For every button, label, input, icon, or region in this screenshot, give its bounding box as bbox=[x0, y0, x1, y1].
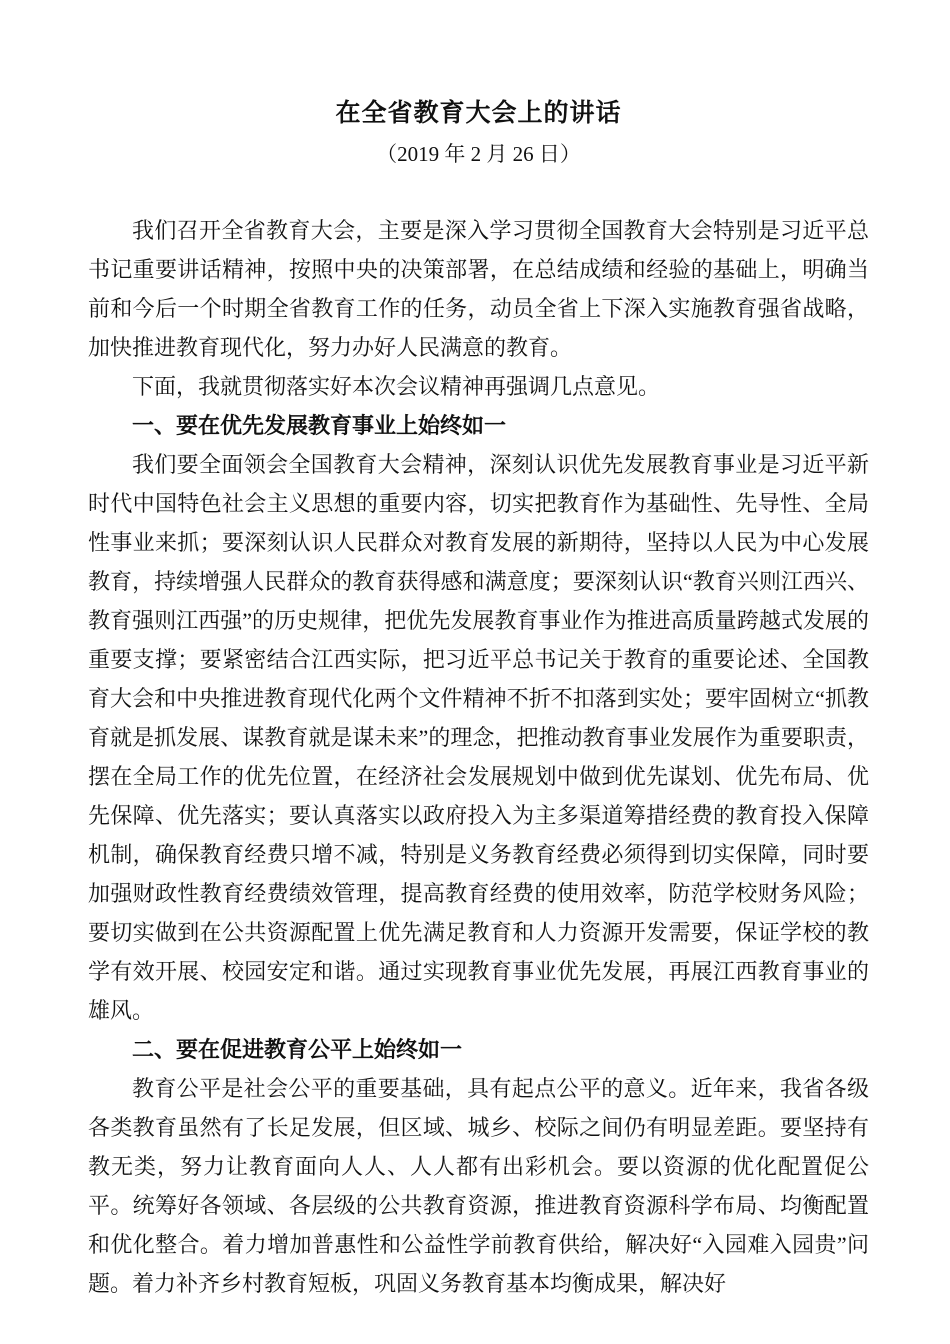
section-heading-2: 二、要在促进教育公平上始终如一 bbox=[132, 1037, 463, 1062]
document-body bbox=[88, 211, 869, 1303]
document-date-line: （2019 年 2 月 26 日） bbox=[376, 142, 581, 166]
paragraph-transition: 下面，我就贯彻落实好本次会议精神再强调几点意见。 bbox=[132, 374, 661, 399]
section-heading-1: 一、要在优先发展教育事业上始终如一 bbox=[132, 413, 507, 438]
document-title: 在全省教育大会上的讲话 bbox=[335, 100, 622, 127]
paragraph-intro: 我们召开全省教育大会，主要是深入学习贯彻全国教育大会特别是习近平总书记重要讲话精神，按照中央的决策部署，在总结成绩和经验的基础上，明确当前和今后一个时期全省教育工作的任务，动员全省上下深入实施教育强省战略，加快推进教育现代化，努力办好人民满意的教育。 bbox=[88, 218, 869, 360]
paragraph-section-1-body: 我们要全面领会全国教育大会精神，深刻认识优先发展教育事业是习近平新时代中国特色社会主义思想的重要内容，切实把教育作为基础性、先导性、全局性事业来抓；要深刻认识人民群众对教育发展的新期待，坚持以人民为中心发展教育，持续增强人民群众的教育获得感和满意度；要深刻认识“教育兴则江西兴、教育强则江西强”的历史规律，把优先发展教育事业作为推进高质量跨越式发展的重要支撑；要紧密结合江西实际，把习近平总书记关于教育的重要论述、全国教育大会和中央推进教育现代化两个文件精神不折不扣落到实处；要牢固树立“抓教育就是抓发展、谋教育就是谋未来”的理念，把推动教育事业发展作为重要职责，摆在全局工作的优先位置，在经济社会发展规划中做到优先谋划、优先布局、优先保障、优先落实；要认真落实以政府投入为主多渠道筹措经费的教育投入保障机制，确保教育经费只增不减，特别是义务教育经费必须得到切实保障，同时要加强财政性教育经费绩效管理，提高教育经费的使用效率，防范学校财务风险；要切实做到在公共资源配置上优先满足教育和人力资源开发需要，保证学校的教学有效开展、校园安定和谐。通过实现教育事业优先发展，再展江西教育事业的雄风。 bbox=[88, 452, 869, 1023]
paragraph-section-2-body: 教育公平是社会公平的重要基础，具有起点公平的意义。近年来，我省各级各类教育虽然有了长足发展，但区域、城乡、校际之间仍有明显差距。要坚持有教无类，努力让教育面向人人、人人都有出彩机会。要以资源的优化配置促公平。统筹好各领域、各层级的公共教育资源，推进教育资源科学布局、均衡配置和优化整合。着力增加普惠性和公益性学前教育供给，解决好“入园难入园贵”问题。着力补齐乡村教育短板，巩固义务教育基本均衡成果，解决好 bbox=[88, 1076, 869, 1296]
